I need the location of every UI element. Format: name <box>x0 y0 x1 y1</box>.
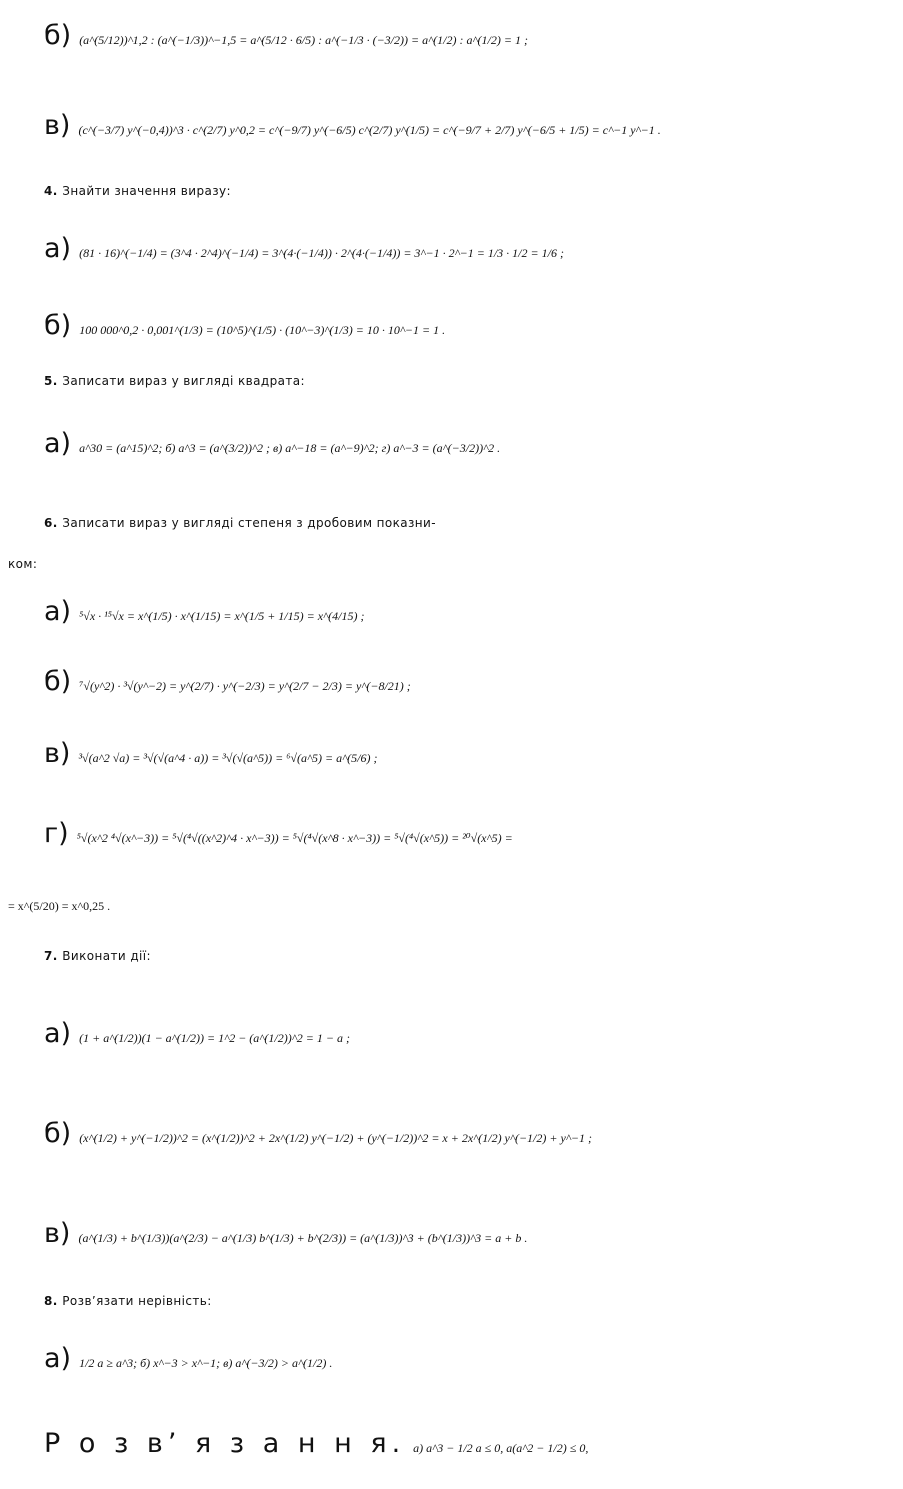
item-label: б) <box>44 20 72 51</box>
item-label: б) <box>44 666 72 697</box>
item-label: в) <box>44 1218 71 1249</box>
section-heading <box>44 1295 885 1307</box>
section-title: Записати вираз у вигляді квадрата: <box>62 374 305 388</box>
equation-line <box>44 1120 885 1147</box>
item-label: в) <box>44 738 71 769</box>
section-title: Виконати дії: <box>62 949 151 963</box>
item-label: а) <box>44 233 72 264</box>
equation-line <box>44 312 885 339</box>
math-expression: ⁵√(x^2 ⁴√(x^−3)) = ⁵√(⁴√((x^2)^4 · x^−3)) = ⁵√(⁴√(x^8 · x^−3)) = ⁵√(⁴√(x^5)) = ²⁰√(x^5) = <box>76 831 513 845</box>
equation-line <box>44 430 885 457</box>
item-label: б) <box>44 1118 72 1149</box>
math-expression: (1 + a^(1/2))(1 − a^(1/2)) = 1^2 − (a^(1/2))^2 = 1 − a ; <box>79 1031 350 1045</box>
item-label: в) <box>44 110 71 141</box>
math-expression: (x^(1/2) + y^(−1/2))^2 = (x^(1/2))^2 + 2x^(1/2) y^(−1/2) + (y^(−1/2))^2 = x + 2x^(1/2) y^(−1/2) + y^−1 ; <box>79 1131 592 1145</box>
section-number: 7. <box>44 949 63 963</box>
item-label: а) <box>44 1343 72 1374</box>
section-heading <box>44 375 885 387</box>
math-expression: (81 · 16)^(−1/4) = (3^4 · 2^4)^(−1/4) = 3^(4·(−1/4)) · 2^(4·(−1/4)) = 3^−1 · 2^−1 = 1/3 · 1/2 = 1/6 ; <box>79 246 564 260</box>
math-expression: (a^(1/3) + b^(1/3))(a^(2/3) − a^(1/3) b^(1/3) + b^(2/3)) = (a^(1/3))^3 + (b^(1/3))^3 = a + b . <box>78 1231 528 1245</box>
section-number: 6. <box>44 516 63 530</box>
equation-line <box>44 1345 885 1372</box>
equation-line <box>44 1430 885 1457</box>
equation-line <box>44 668 885 695</box>
item-label: а) <box>44 596 72 627</box>
math-expression: ⁷√(y^2) · ³√(y^−2) = y^(2/7) · y^(−2/3) = y^(2/7 − 2/3) = y^(−8/21) ; <box>79 679 411 693</box>
math-expression: ⁵√x · ¹⁵√x = x^(1/5) · x^(1/15) = x^(1/5 + 1/15) = x^(4/15) ; <box>79 609 365 623</box>
section-title: Знайти значення виразу: <box>62 184 231 198</box>
item-label: б) <box>44 310 72 341</box>
equation-continuation: = x^(5/20) = x^0,25 . <box>8 899 111 913</box>
item-label: а) <box>44 428 72 459</box>
item-label: г) <box>44 818 69 849</box>
equation-line <box>44 1020 885 1047</box>
solution-label: Р о з в’ я з а н н я. <box>44 1428 406 1459</box>
math-expression: a^30 = (a^15)^2; б) a^3 = (a^(3/2))^2 ; в) a^−18 = (a^−9)^2; г) a^−3 = (a^(−3/2))^2 . <box>79 441 501 455</box>
section-number: 4. <box>44 184 63 198</box>
equation-line <box>44 740 885 767</box>
section-heading <box>44 185 885 197</box>
section-title: Розв’язати нерівність: <box>62 1294 212 1308</box>
equation-line <box>44 598 885 625</box>
math-expression: 100 000^0,2 · 0,001^(1/3) = (10^5)^(1/5) · (10^−3)^(1/3) = 10 · 10^−1 = 1 . <box>79 323 446 337</box>
heading-continuation: ком: <box>8 557 38 571</box>
section-title: Записати вираз у вигляді степеня з дробовим показни- <box>62 516 436 530</box>
section-number: 8. <box>44 1294 63 1308</box>
math-expression: ³√(a^2 √a) = ³√(√(a^4 · a)) = ³√(√(a^5)) = ⁶√(a^5) = a^(5/6) ; <box>78 751 378 765</box>
equation-line <box>44 22 885 49</box>
section-number: 5. <box>44 374 63 388</box>
math-expression: (c^(−3/7) y^(−0,4))^3 · c^(2/7) y^0,2 = c^(−9/7) y^(−6/5) c^(2/7) y^(1/5) = c^(−9/7 + 2/7) y^(−6/5 + 1/5) = c^−1 y^−1 . <box>78 123 661 137</box>
equation-line <box>44 235 885 262</box>
equation-line <box>44 820 885 847</box>
equation-line <box>44 1220 885 1247</box>
math-expression: (a^(5/12))^1,2 : (a^(−1/3))^−1,5 = a^(5/12 · 6/5) : a^(−1/3 · (−3/2)) = a^(1/2) : a^(1/2) = 1 ; <box>79 33 528 47</box>
item-label: а) <box>44 1018 72 1049</box>
equation-line <box>44 112 885 139</box>
math-expression: а) a^3 − 1/2 a ≤ 0, a(a^2 − 1/2) ≤ 0, <box>413 1441 589 1455</box>
section-heading <box>44 517 885 529</box>
section-heading <box>44 950 885 962</box>
math-expression: 1/2 a ≥ a^3; б) x^−3 > x^−1; в) a^(−3/2) > a^(1/2) . <box>79 1356 333 1370</box>
